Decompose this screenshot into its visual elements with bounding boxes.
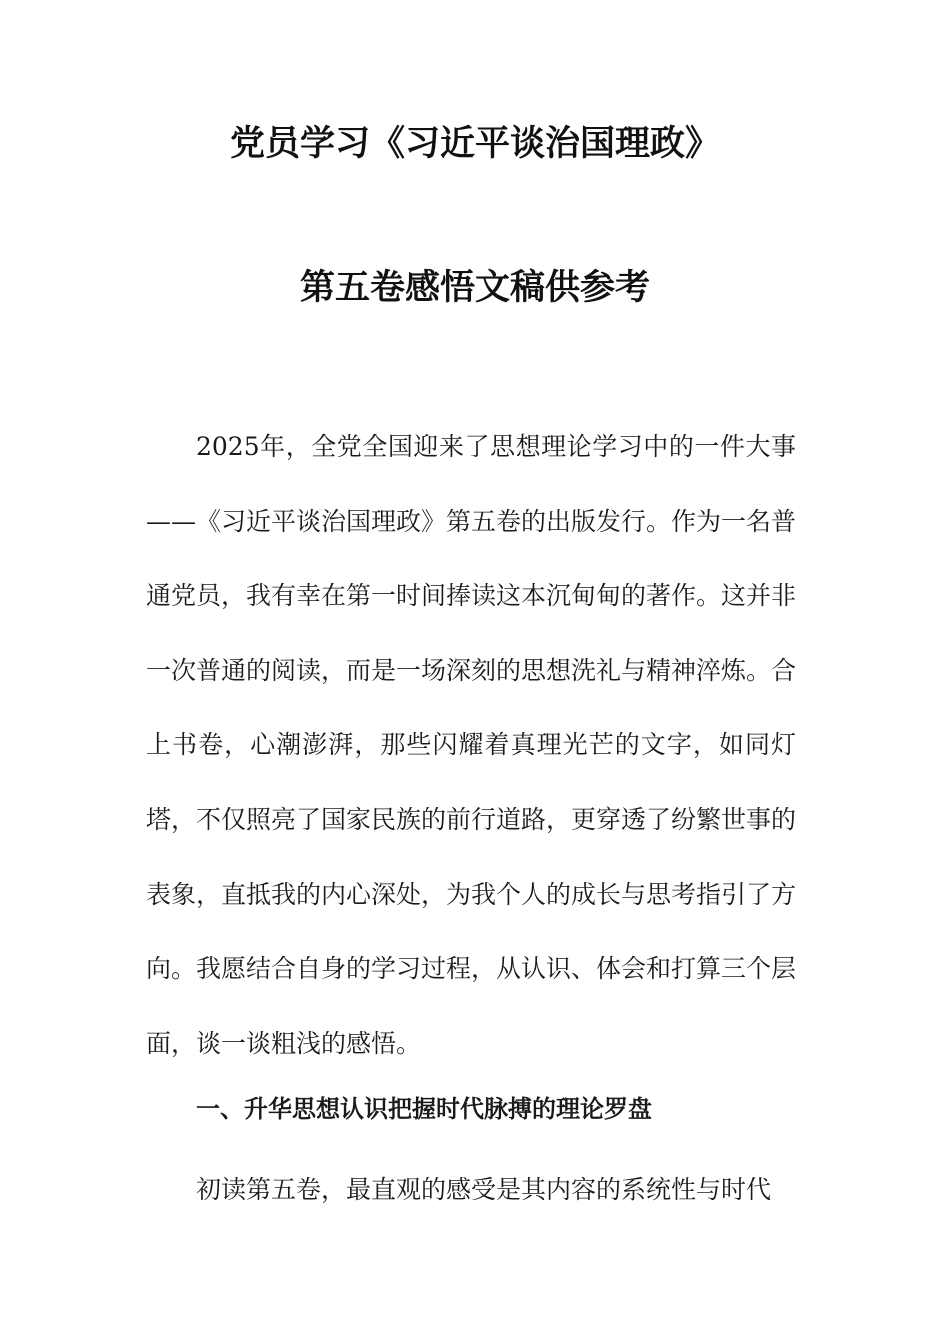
section-heading-1: 一、升华思想认识把握时代脉搏的理论罗盘	[196, 1095, 652, 1123]
document-title-line-2: 第五卷感悟文稿供参考	[299, 268, 650, 308]
document-title-line-1: 党员学习《习近平谈治国理政》	[229, 124, 720, 164]
body-paragraph-1: 2025年，全党全国迎来了思想理论学习中的一件大事——《习近平谈治国理政》第五卷的出版发行。作为一名普通党员，我有幸在第一时间捧读这本沉甸甸的著作。这并非一次普通的阅读，而是一场深刻的思想洗礼与精神淬炼。合上书卷，心潮澎湃，那些闪耀着真理光芒的文字，如同灯塔，不仅照亮了国家民族的前行道路，更穿透了纷繁世事的表象，直抵我的内心深处，为我个人的成长与思考指引了方向。我愿结合自身的学习过程，从认识、体会和打算三个层面，谈一谈粗浅的感悟。	[146, 432, 797, 1058]
body-paragraph-2: 初读第五卷，最直观的感受是其内容的系统性与时代	[196, 1175, 772, 1204]
